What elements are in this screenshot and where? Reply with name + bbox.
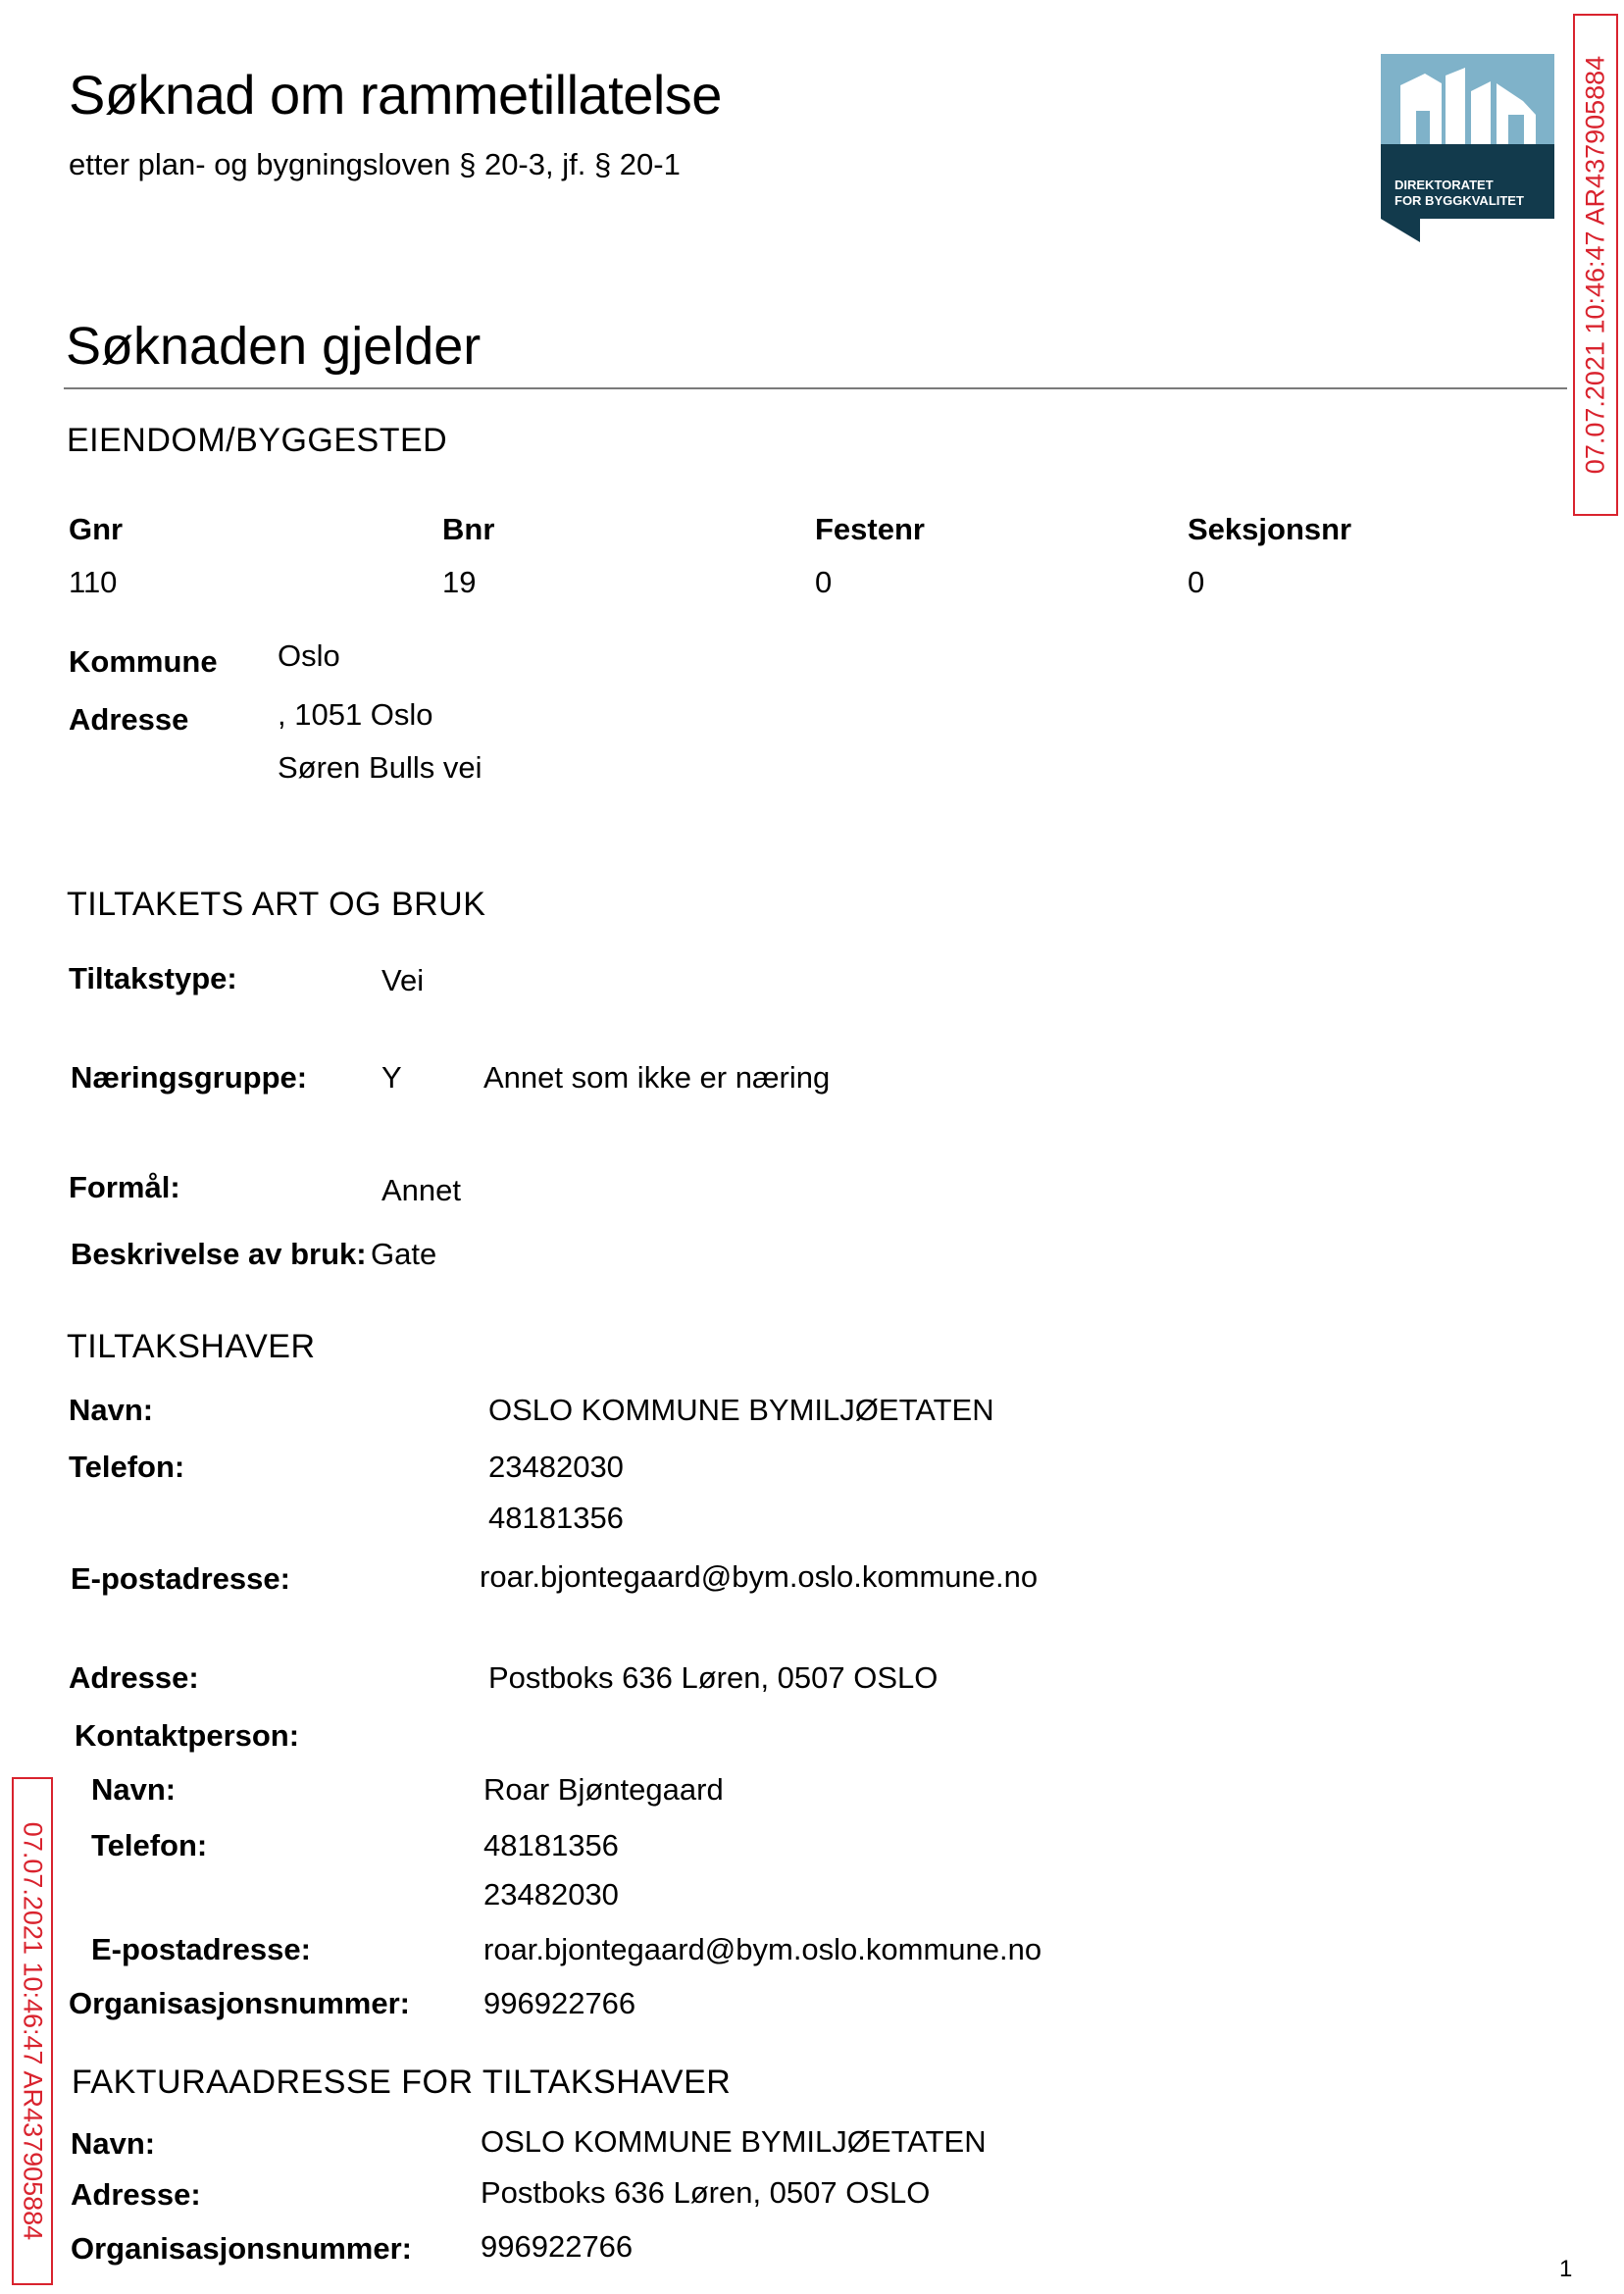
bnr-label: Bnr xyxy=(442,512,495,546)
gnr-value: 110 xyxy=(69,565,118,599)
faktura-adresse-label: Adresse: xyxy=(71,2177,201,2212)
beskrivelse-value: Gate xyxy=(371,1237,437,1271)
eiendom-heading: EIENDOM/BYGGESTED xyxy=(67,422,448,459)
tiltakshaver-telefon-2: 48181356 xyxy=(488,1501,624,1535)
dibk-logo-graphic xyxy=(1381,54,1554,242)
tiltakstype-label: Tiltakstype: xyxy=(69,961,237,995)
kontaktperson-label: Kontaktperson: xyxy=(75,1718,300,1753)
faktura-orgnr-value: 996922766 xyxy=(481,2229,634,2264)
tiltakshaver-navn-value: OSLO KOMMUNE BYMILJØETATEN xyxy=(488,1393,994,1427)
faktura-orgnr-label: Organisasjonsnummer: xyxy=(71,2231,412,2266)
tiltakstype-value: Vei xyxy=(381,963,425,997)
document-title: Søknad om rammetillatelse xyxy=(69,64,722,126)
tiltakshaver-telefon-label: Telefon: xyxy=(69,1450,185,1484)
stamp-text: 07.07.2021 10:46:47 AR437905884 xyxy=(18,1821,48,2241)
tiltakshaver-adresse-label: Adresse: xyxy=(69,1660,199,1695)
document-subtitle: etter plan- og bygningsloven § 20-3, jf. § 20-1 xyxy=(69,147,681,181)
naeringsgruppe-value: Annet som ikke er næring xyxy=(483,1060,831,1095)
gnr-label: Gnr xyxy=(69,512,124,546)
kontakt-navn-value: Roar Bjøntegaard xyxy=(483,1772,724,1807)
received-stamp-right xyxy=(1573,14,1618,516)
naeringsgruppe-code: Y xyxy=(381,1060,402,1095)
beskrivelse-label: Beskrivelse av bruk: xyxy=(71,1237,367,1271)
section-heading: Søknaden gjelder xyxy=(66,317,482,376)
adresse-line1: , 1051 Oslo xyxy=(278,697,433,732)
kommune-label: Kommune xyxy=(69,644,218,679)
faktura-heading: FAKTURAADRESSE FOR TILTAKSHAVER xyxy=(72,2064,732,2101)
tiltakshaver-navn-label: Navn: xyxy=(69,1393,154,1427)
kontakt-epost-value: roar.bjontegaard@bym.oslo.kommune.no xyxy=(483,1932,1042,1966)
logo-text-line2: FOR BYGGKVALITET xyxy=(1395,193,1524,208)
naeringsgruppe-label: Næringsgruppe: xyxy=(71,1060,308,1095)
kontakt-telefon-label: Telefon: xyxy=(91,1828,208,1862)
stamp-text: 07.07.2021 10:46:47 AR437905884 xyxy=(1580,55,1610,475)
faktura-navn-label: Navn: xyxy=(71,2126,156,2161)
kommune-value: Oslo xyxy=(278,638,340,673)
kontakt-telefon-1: 48181356 xyxy=(483,1828,619,1862)
section-divider xyxy=(64,387,1567,389)
dibk-logo xyxy=(1381,54,1554,242)
tiltakshaver-heading: TILTAKSHAVER xyxy=(67,1328,316,1365)
formal-value: Annet xyxy=(381,1173,462,1207)
adresse-label: Adresse xyxy=(69,702,189,737)
tiltakshaver-orgnr-label: Organisasjonsnummer: xyxy=(69,1986,410,2020)
faktura-navn-value: OSLO KOMMUNE BYMILJØETATEN xyxy=(481,2124,987,2159)
adresse-line2: Søren Bulls vei xyxy=(278,750,482,785)
tiltakshaver-epost-value: roar.bjontegaard@bym.oslo.kommune.no xyxy=(480,1559,1039,1594)
tiltakshaver-adresse-value: Postboks 636 Løren, 0507 OSLO xyxy=(488,1660,939,1695)
festenr-label: Festenr xyxy=(815,512,925,546)
seksjonsnr-value: 0 xyxy=(1188,565,1205,599)
logo-text-line1: DIREKTORATET xyxy=(1395,178,1494,192)
received-stamp-left xyxy=(12,1777,53,2285)
page-number: 1 xyxy=(1559,2256,1573,2282)
kontakt-telefon-2: 23482030 xyxy=(483,1877,619,1912)
festenr-value: 0 xyxy=(815,565,833,599)
kontakt-navn-label: Navn: xyxy=(91,1772,177,1807)
faktura-adresse-value: Postboks 636 Løren, 0507 OSLO xyxy=(481,2175,931,2210)
tiltak-heading: TILTAKETS ART OG BRUK xyxy=(67,886,486,923)
formal-label: Formål: xyxy=(69,1170,180,1204)
kontakt-epost-label: E-postadresse: xyxy=(91,1932,311,1966)
tiltakshaver-epost-label: E-postadresse: xyxy=(71,1561,290,1596)
tiltakshaver-orgnr-value: 996922766 xyxy=(483,1986,636,2020)
seksjonsnr-label: Seksjonsnr xyxy=(1188,512,1352,546)
tiltakshaver-telefon-1: 23482030 xyxy=(488,1450,624,1484)
bnr-value: 19 xyxy=(442,565,477,599)
